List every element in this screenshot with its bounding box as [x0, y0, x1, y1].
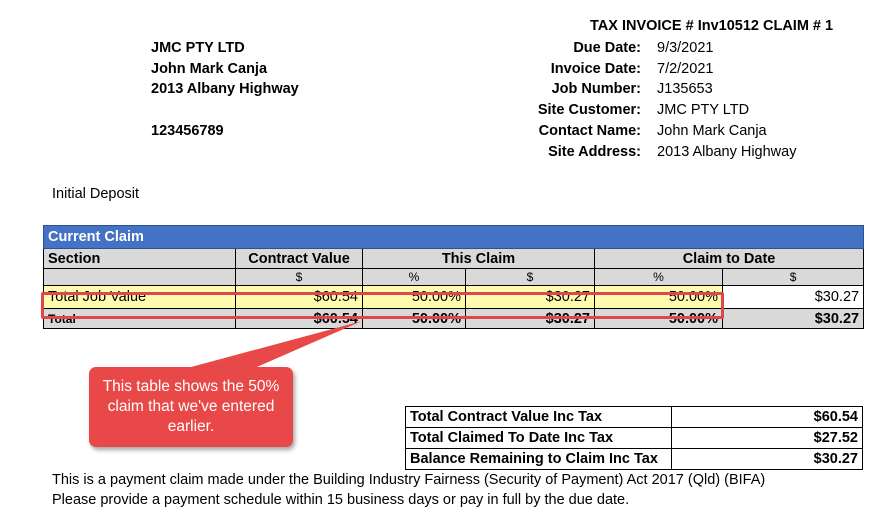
callout-annotation	[89, 367, 293, 447]
footer-line-1: This is a payment claim made under the Building Industry Fairness (Security of Payment) Act 2017 (Qld) (BIFA)	[52, 472, 766, 488]
callout-text: This table shows the 50% claim that we've entered earlier.	[102, 378, 280, 435]
due-date-label: Due Date:	[573, 40, 641, 56]
footer-line-2: Please provide a payment schedule within 15 business days or pay in full by the due date.	[52, 492, 630, 508]
due-date-value: 9/3/2021	[657, 40, 714, 56]
total-todate-amount: $30.27	[723, 309, 864, 329]
summary-table	[405, 406, 863, 470]
from-number: 123456789	[151, 123, 224, 139]
header-contract-value: Contract Value	[236, 249, 363, 269]
invoice-date-label: Invoice Date:	[550, 61, 641, 77]
site-address-value: 2013 Albany Highway	[657, 144, 797, 160]
invoice-title: TAX INVOICE # Inv10512 CLAIM # 1	[590, 18, 834, 34]
job-number-value: J135653	[657, 81, 713, 97]
site-customer-label: Site Customer:	[537, 102, 641, 118]
row-this-percent: 50.00%	[363, 286, 466, 309]
summary-balance-value: $30.27	[672, 449, 863, 470]
deposit-label: Initial Deposit	[52, 186, 140, 202]
row-todate-percent: 50.00%	[595, 286, 723, 309]
invoice-date-value: 7/2/2021	[657, 61, 714, 77]
summary-row	[406, 449, 863, 470]
total-label: Total	[44, 309, 236, 329]
header-section: Section	[44, 249, 236, 269]
subheader-todate-currency: $	[723, 269, 864, 286]
subheader-this-currency: $	[466, 269, 595, 286]
contact-name-label: Contact Name:	[538, 123, 641, 139]
total-this-percent: 50.00%	[363, 309, 466, 329]
row-todate-amount: $30.27	[723, 286, 864, 309]
summary-contract-value: $60.54	[672, 407, 863, 428]
row-this-amount: $30.27	[466, 286, 595, 309]
contact-name-value: John Mark Canja	[657, 123, 767, 139]
job-number-label: Job Number:	[551, 81, 641, 97]
subheader-this-percent: %	[363, 269, 466, 286]
summary-row	[406, 428, 863, 449]
site-address-label: Site Address:	[548, 144, 641, 160]
summary-claimed-label: Total Claimed To Date Inc Tax	[406, 428, 672, 449]
summary-balance-label: Balance Remaining to Claim Inc Tax	[406, 449, 672, 470]
row-contract-value: $60.54	[236, 286, 363, 309]
total-contract-value: $60.54	[236, 309, 363, 329]
row-section: Total Job Value	[44, 286, 236, 309]
total-this-amount: $30.27	[466, 309, 595, 329]
subheader-todate-percent: %	[595, 269, 723, 286]
header-this-claim: This Claim	[363, 249, 595, 269]
summary-row	[406, 407, 863, 428]
subheader-contract-currency: $	[236, 269, 363, 286]
summary-contract-label: Total Contract Value Inc Tax	[406, 407, 672, 428]
header-claim-to-date: Claim to Date	[595, 249, 864, 269]
from-company: JMC PTY LTD	[151, 40, 245, 56]
from-contact: John Mark Canja	[151, 61, 268, 77]
site-customer-value: JMC PTY LTD	[657, 102, 750, 118]
from-address: 2013 Albany Highway	[151, 81, 299, 97]
total-todate-percent: 50.00%	[595, 309, 723, 329]
claim-table-title: Current Claim	[44, 226, 864, 249]
summary-claimed-value: $27.52	[672, 428, 863, 449]
